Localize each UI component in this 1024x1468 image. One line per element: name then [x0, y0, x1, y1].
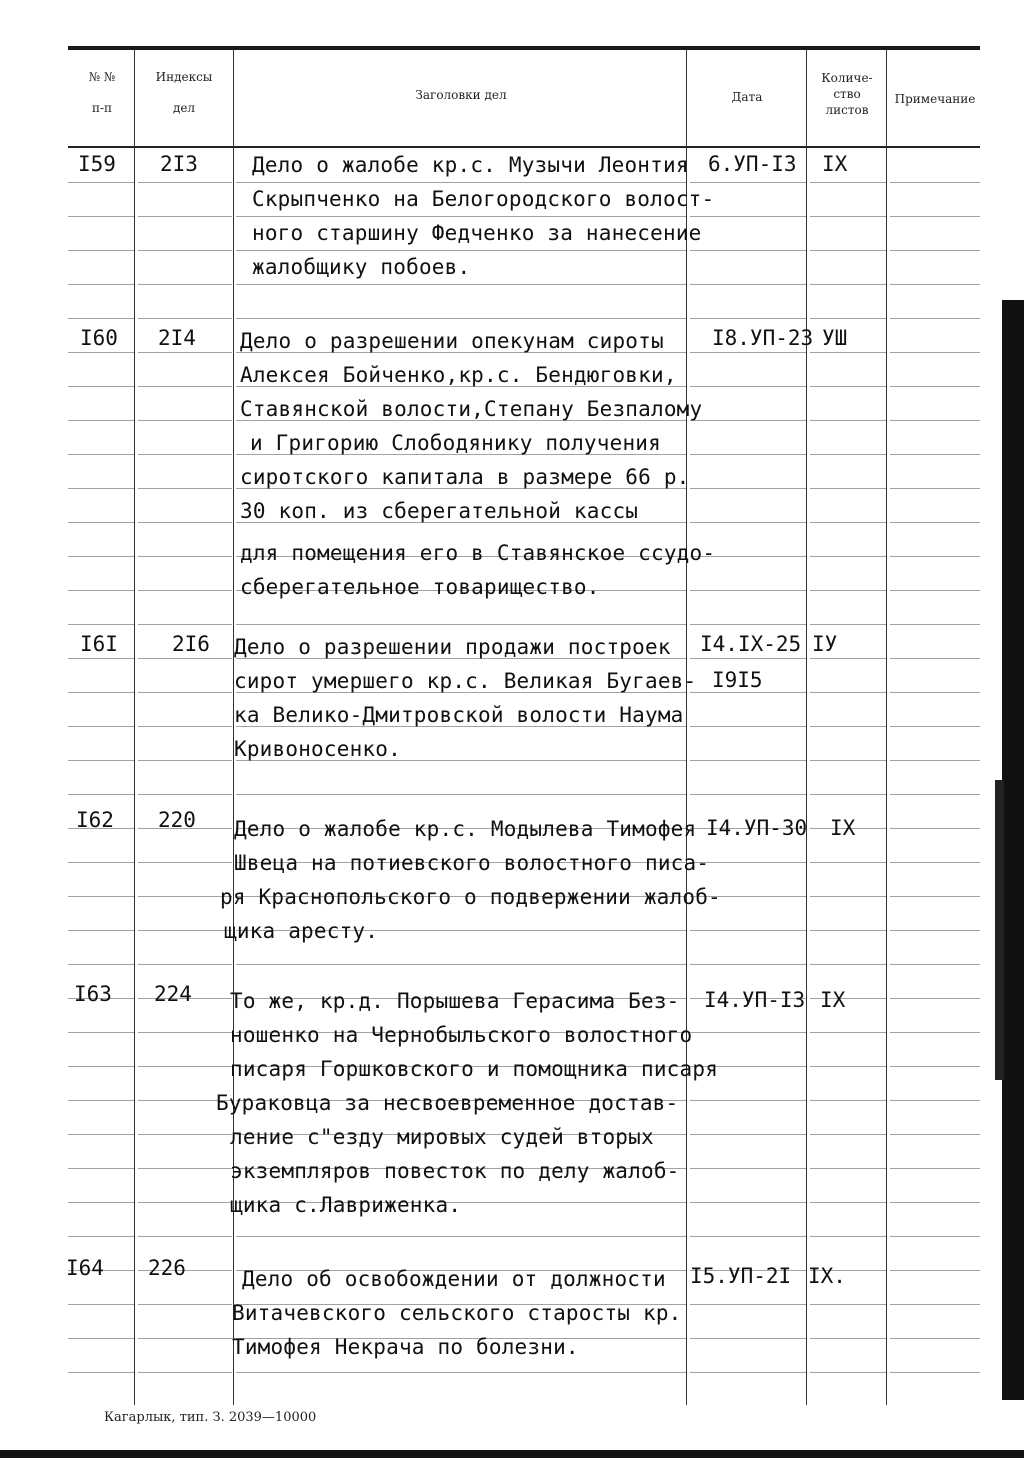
column-divider: [886, 50, 887, 1405]
ruled-line: [810, 454, 886, 455]
title-line: Тимофея Некрача по болезни.: [232, 1335, 579, 1359]
ruled-line: [68, 1236, 134, 1237]
ruled-line: [810, 318, 886, 319]
ruled-line: [138, 1202, 232, 1203]
ruled-line: [68, 454, 134, 455]
ruled-line: [690, 1372, 806, 1373]
ruled-line: [890, 1304, 980, 1305]
record-number: I63: [74, 982, 112, 1006]
ruled-line: [810, 964, 886, 965]
ruled-line: [810, 284, 886, 285]
ruled-line: [138, 182, 232, 183]
ruled-line: [810, 522, 886, 523]
column-divider: [806, 50, 807, 1405]
ruled-line: [68, 964, 134, 965]
record-index: 2I3: [160, 152, 198, 176]
scan-edge-shadow: [995, 780, 1004, 1080]
ruled-line: [68, 1304, 134, 1305]
ruled-line: [68, 284, 134, 285]
ruled-line: [68, 250, 134, 251]
title-line: жалобщику побоев.: [252, 255, 471, 279]
ruled-line: [68, 522, 134, 523]
ruled-line: [890, 1236, 980, 1237]
record-sheets: IX.: [808, 1264, 846, 1288]
ruled-line: [890, 1134, 980, 1135]
ruled-line: [236, 318, 686, 319]
ruled-line: [68, 1100, 134, 1101]
ruled-line: [890, 658, 980, 659]
ruled-line: [690, 624, 806, 625]
ruled-line: [138, 930, 232, 931]
ruled-line: [810, 1202, 886, 1203]
ruled-line: [810, 794, 886, 795]
ruled-line: [138, 1236, 232, 1237]
ruled-line: [890, 1168, 980, 1169]
top-rule: [68, 46, 980, 50]
title-line: Швеца на потиевского волостного писа-: [234, 851, 710, 875]
ruled-line: [236, 1372, 686, 1373]
ruled-line: [810, 1066, 886, 1067]
record-sheets: IУ: [812, 632, 838, 656]
ruled-line: [890, 318, 980, 319]
ruled-line: [138, 726, 232, 727]
title-line: сиротского капитала в размере 66 р.: [240, 465, 690, 489]
ruled-line: [138, 862, 232, 863]
ruled-line: [68, 624, 134, 625]
ruled-line: [810, 1168, 886, 1169]
ruled-line: [890, 624, 980, 625]
header-sheets-line1: Количе-: [821, 71, 873, 85]
ruled-line: [890, 216, 980, 217]
ruled-line: [138, 386, 232, 387]
title-line: ношенко на Чернобыльского волостного: [230, 1023, 693, 1047]
ruled-line: [810, 1304, 886, 1305]
ruled-line: [68, 386, 134, 387]
ruled-line: [138, 556, 232, 557]
title-line: экземпляров повесток по делу жалоб-: [230, 1159, 680, 1183]
ruled-line: [690, 1338, 806, 1339]
ruled-line: [810, 1134, 886, 1135]
ruled-line: [138, 658, 232, 659]
record-sheets: УШ: [822, 326, 848, 350]
ruled-line: [690, 318, 806, 319]
record-number: I64: [66, 1256, 104, 1280]
ruled-line: [138, 624, 232, 625]
ruled-line: [138, 454, 232, 455]
ruled-line: [138, 964, 232, 965]
header-num-label: № №: [88, 70, 116, 84]
ruled-line: [138, 1338, 232, 1339]
title-line: сирот умершего кр.с. Великая Бугаев-: [234, 669, 697, 693]
ruled-line: [138, 284, 232, 285]
ruled-line: [810, 1100, 886, 1101]
title-line: Ставянской волости,Степану Безпалому: [240, 397, 703, 421]
record-sheets: IX: [820, 988, 846, 1012]
record-title: [232, 1262, 682, 1364]
ruled-line: [68, 318, 134, 319]
ruled-line: [236, 794, 686, 795]
record-date: I8.УП-23: [712, 326, 814, 350]
ruled-line: [68, 760, 134, 761]
ruled-line: [138, 794, 232, 795]
record-title: [252, 148, 714, 284]
ruled-line: [236, 964, 686, 965]
ruled-line: [68, 420, 134, 421]
ruled-line: [68, 658, 134, 659]
title-line: Дело об освобождении от должности: [242, 1267, 666, 1291]
ruled-line: [810, 692, 886, 693]
ruled-line: [68, 216, 134, 217]
title-line: для помещения его в Ставянское ссудо-: [240, 541, 716, 565]
ruled-line: [138, 250, 232, 251]
title-line: ка Велико-Дмитровской волости Наума: [234, 703, 684, 727]
header-num-sub: п-п: [91, 101, 113, 115]
title-line: Алексея Бойченко,кр.с. Бендюговки,: [240, 363, 677, 387]
ruled-line: [138, 1134, 232, 1135]
header-title: Заголовки дел: [415, 88, 507, 102]
record-index: 226: [148, 1256, 186, 1280]
ruled-line: [810, 930, 886, 931]
record-sheets: IX: [822, 152, 848, 176]
ruled-line: [690, 760, 806, 761]
record-index: 2I4: [158, 326, 196, 350]
ruled-line: [138, 1168, 232, 1169]
header-sheets-line3: листов: [825, 103, 869, 117]
ruled-line: [810, 488, 886, 489]
header-index: [136, 68, 232, 118]
ruled-line: [68, 1168, 134, 1169]
record-index: 224: [154, 982, 192, 1006]
ruled-line: [810, 250, 886, 251]
title-line: Скрыпченко на Белогородского волост-: [252, 187, 715, 211]
ruled-line: [890, 896, 980, 897]
record-index: 2I6: [172, 632, 210, 656]
ruled-line: [890, 420, 980, 421]
header-num: [70, 68, 134, 118]
record-title: [240, 324, 715, 604]
title-line: То же, кр.д. Порышева Герасима Без-: [230, 989, 680, 1013]
ruled-line: [890, 828, 980, 829]
ruled-line: [890, 284, 980, 285]
ruled-line: [890, 726, 980, 727]
ruled-line: [68, 556, 134, 557]
ruled-line: [810, 1338, 886, 1339]
ruled-line: [138, 692, 232, 693]
ruled-line: [810, 624, 886, 625]
ruled-line: [890, 964, 980, 965]
ruled-line: [890, 386, 980, 387]
ruled-line: [690, 726, 806, 727]
ruled-line: [68, 1338, 134, 1339]
title-line: сберегательное товарищество.: [240, 575, 600, 599]
record-title: [234, 630, 696, 766]
record-date: I4.IX-25: [700, 632, 802, 656]
ruled-line: [890, 454, 980, 455]
title-line: щика с.Лавриженка.: [230, 1193, 462, 1217]
ruled-line: [236, 1236, 686, 1237]
title-line: писаря Горшковского и помощника писаря: [230, 1057, 719, 1081]
ruled-line: [810, 556, 886, 557]
ruled-line: [890, 1100, 980, 1101]
ruled-line: [810, 1236, 886, 1237]
ruled-line: [810, 420, 886, 421]
column-divider: [134, 50, 135, 1405]
ruled-line: [890, 250, 980, 251]
ruled-line: [810, 658, 886, 659]
ruled-line: [68, 488, 134, 489]
ruled-line: [890, 692, 980, 693]
record-date: 6.УП-I3: [708, 152, 797, 176]
ruled-line: [68, 862, 134, 863]
title-line: и Григорию Слободянику получения: [250, 431, 661, 455]
ruled-line: [690, 1236, 806, 1237]
ruled-line: [690, 692, 806, 693]
scan-bottom-edge: [0, 1450, 1024, 1458]
title-line: Дело о жалобе кр.с. Модылева Тимофея: [234, 817, 697, 841]
record-index: 220: [158, 808, 196, 832]
ruled-line: [890, 1032, 980, 1033]
ruled-line: [810, 862, 886, 863]
ruled-line: [810, 182, 886, 183]
ruled-line: [810, 896, 886, 897]
header-index-label: Индексы: [155, 70, 213, 84]
ruled-line: [68, 726, 134, 727]
record-title: [220, 812, 721, 948]
ruled-line: [810, 726, 886, 727]
ruled-line: [690, 1304, 806, 1305]
ruled-line: [690, 794, 806, 795]
ruled-line: [138, 318, 232, 319]
ruled-line: [690, 284, 806, 285]
ruled-line: [68, 1032, 134, 1033]
ruled-line: [68, 1134, 134, 1135]
record-date: I4.УП-I3: [704, 988, 806, 1012]
ruled-line: [890, 1372, 980, 1373]
header-index-sub: дел: [172, 101, 196, 115]
title-line: Бураковца за несвоевременное достав-: [216, 1091, 679, 1115]
record-date: I5.УП-2I: [690, 1264, 792, 1288]
record-sheets: IX: [830, 816, 856, 840]
ruled-line: [138, 760, 232, 761]
ruled-line: [138, 488, 232, 489]
ruled-line: [690, 964, 806, 965]
ruled-line: [810, 1032, 886, 1033]
ruled-line: [890, 352, 980, 353]
ruled-line: [890, 1270, 980, 1271]
record-year: I9I5: [712, 668, 763, 692]
ruled-line: [890, 1202, 980, 1203]
ruled-line: [138, 1032, 232, 1033]
header-note: Примечание: [894, 92, 976, 106]
record-number: I60: [80, 326, 118, 350]
ruled-line: [138, 590, 232, 591]
ruled-line: [890, 930, 980, 931]
header-sheets: [808, 70, 886, 118]
title-line: Дело о разрешении опекунам сироты: [240, 329, 664, 353]
ruled-line: [68, 896, 134, 897]
ruled-line: [68, 590, 134, 591]
ruled-line: [810, 1372, 886, 1373]
record-number: I59: [78, 152, 116, 176]
ruled-line: [890, 760, 980, 761]
record-number: I6I: [80, 632, 118, 656]
ruled-line: [68, 1372, 134, 1373]
ruled-line: [138, 1066, 232, 1067]
ruled-line: [236, 284, 686, 285]
ruled-line: [810, 216, 886, 217]
title-line: ление с"езду мировых судей вторых: [230, 1125, 654, 1149]
ruled-line: [890, 998, 980, 999]
ruled-line: [138, 1372, 232, 1373]
ruled-line: [890, 556, 980, 557]
ruled-line: [138, 522, 232, 523]
ruled-line: [68, 1066, 134, 1067]
ruled-line: [236, 624, 686, 625]
ruled-line: [890, 862, 980, 863]
ruled-line: [890, 522, 980, 523]
ruled-line: [68, 352, 134, 353]
ruled-line: [138, 896, 232, 897]
ruled-line: [138, 420, 232, 421]
printer-imprint: Кагарлык, тип. З. 2039—10000: [104, 1410, 317, 1425]
title-line: Дело о разрешении продажи построек: [234, 635, 671, 659]
title-line: ного старшину Федченко за нанесение: [252, 221, 702, 245]
ruled-line: [890, 794, 980, 795]
ruled-line: [890, 590, 980, 591]
ruled-line: [810, 352, 886, 353]
ruled-line: [68, 930, 134, 931]
record-number: I62: [76, 808, 114, 832]
ruled-line: [810, 760, 886, 761]
ruled-line: [810, 590, 886, 591]
title-line: Витачевского сельского старосты кр.: [232, 1301, 682, 1325]
ruled-line: [68, 692, 134, 693]
ruled-line: [890, 1338, 980, 1339]
ruled-line: [810, 386, 886, 387]
title-line: Кривоносенко.: [234, 737, 401, 761]
ruled-line: [138, 216, 232, 217]
ruled-line: [890, 182, 980, 183]
scan-edge-shadow: [1002, 300, 1024, 1400]
ruled-line: [890, 1066, 980, 1067]
ruled-line: [890, 488, 980, 489]
ruled-line: [68, 182, 134, 183]
header-date: Дата: [731, 90, 763, 104]
ruled-line: [690, 658, 806, 659]
title-line: щика аресту.: [224, 919, 379, 943]
title-line: Дело о жалобе кр.с. Музычи Леонтия: [252, 153, 689, 177]
ruled-line: [68, 1202, 134, 1203]
ruled-line: [138, 1304, 232, 1305]
ruled-line: [68, 794, 134, 795]
header-sheets-line2: ство: [833, 87, 861, 101]
record-title: [216, 984, 719, 1222]
ruled-line: [138, 352, 232, 353]
record-date: I4.УП-30: [706, 816, 808, 840]
title-line: ря Краснопольского о подвержении жалоб-: [220, 885, 721, 909]
title-line: 30 коп. из сберегательной кассы: [240, 499, 639, 523]
